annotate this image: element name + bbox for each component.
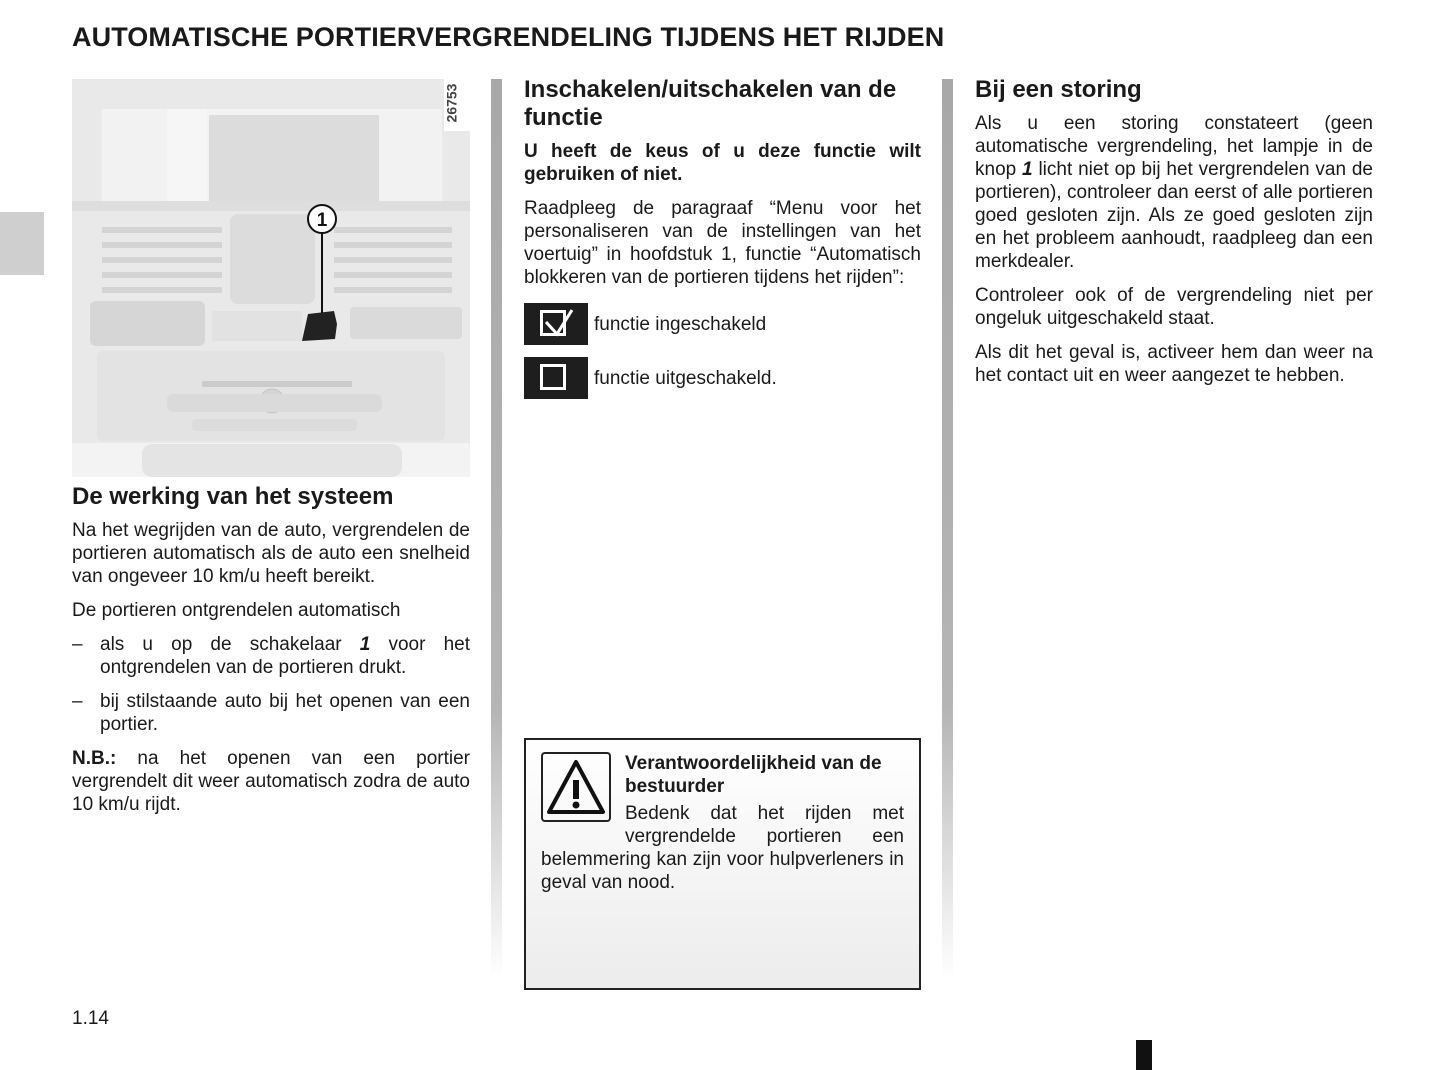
column-left: [72, 483, 470, 827]
dashboard-drawing: [72, 79, 470, 477]
note-text: na het openen van een portier vergrendelt dit weer automatisch zodra de auto 10 km/u rijdt.: [72, 748, 470, 815]
section-heading: De werking van het systeem: [72, 483, 394, 510]
section-heading: Inschakelen/uitschakelen van de functie: [524, 76, 897, 131]
reference: 1: [1022, 159, 1033, 180]
list-item: [72, 633, 470, 679]
paragraph: [975, 112, 1373, 273]
function-enabled-row: [524, 303, 921, 345]
paragraph: Als dit het geval is, activeer hem dan weer na het contact uit en weer aangezet te hebben.: [975, 342, 1373, 386]
function-disabled-label: functie uitgeschakeld.: [594, 367, 777, 389]
dash: –: [72, 634, 83, 655]
warning-title: Verantwoordelijkheid van de bestuurder: [625, 753, 882, 797]
text: Als u een storing constateert (geen automatische vergrendeling, het lampje in de knop: [975, 113, 1373, 180]
paragraph: De portieren ontgrendelen automatisch: [72, 600, 401, 621]
paragraph: Raadpleeg de paragraaf “Menu voor het personaliseren van de instellingen van het voertuig” in hoofdstuk 1, functie “Automatisch blokkeren van de portieren tijdens het rijden”:: [524, 198, 921, 288]
figure-code-text: 26753: [443, 83, 460, 123]
chapter-tab: [0, 212, 44, 275]
text: voor het ontgrendelen van de portieren drukt.: [100, 634, 470, 678]
figure-code: [444, 79, 470, 131]
column-right: [975, 76, 1373, 398]
note: [72, 747, 470, 816]
section-heading: Bij een storing: [975, 76, 1142, 103]
column-divider: [491, 79, 502, 979]
page-title: AUTOMATISCHE PORTIERVERGRENDELING TIJDENS HET RIJDEN: [72, 22, 945, 52]
reference: 1: [359, 634, 371, 655]
paragraph: Controleer ook of de vergrendeling niet per ongeluk uitgeschakeld staat.: [975, 285, 1373, 329]
text: bij stilstaande auto bij het openen van een portier.: [100, 691, 470, 735]
function-disabled-row: [524, 357, 921, 399]
column-middle: [524, 76, 921, 411]
text: als u op de schakelaar: [100, 634, 360, 655]
warning-text: Bedenk dat het rijden met vergrendelde portieren een belemmering kan zijn voor hulpverleners in geval van nood.: [541, 803, 904, 893]
warning-triangle-icon: [541, 752, 611, 822]
page-number: 1.14: [72, 1008, 109, 1029]
paragraph: Na het wegrijden van de auto, vergrendelen de portieren automatisch als de auto een snelheid van ongeveer 10 km/u heeft bereikt.: [72, 520, 470, 587]
lead-text: U heeft de keus of u deze functie wilt gebruiken of niet.: [524, 141, 921, 185]
note-label: N.B.:: [72, 748, 117, 769]
text: licht niet op bij het vergrendelen van de portieren), controleer dan eerst of alle portieren goed gesloten zijn. Als ze goed gesloten zijn en het probleem aanhoudt, raadpleeg dan een merkdealer.: [975, 159, 1373, 272]
edge-marker: [1136, 1040, 1152, 1070]
callout-label: 1: [316, 210, 328, 231]
dashboard-illustration: [72, 79, 470, 477]
checkbox-empty-icon: [524, 357, 588, 399]
dash: –: [72, 691, 83, 712]
column-divider: [942, 79, 953, 979]
function-enabled-label: functie ingeschakeld: [594, 313, 767, 335]
list-item: [72, 690, 470, 736]
warning-box: [524, 738, 921, 990]
checkbox-checked-icon: [524, 303, 588, 345]
